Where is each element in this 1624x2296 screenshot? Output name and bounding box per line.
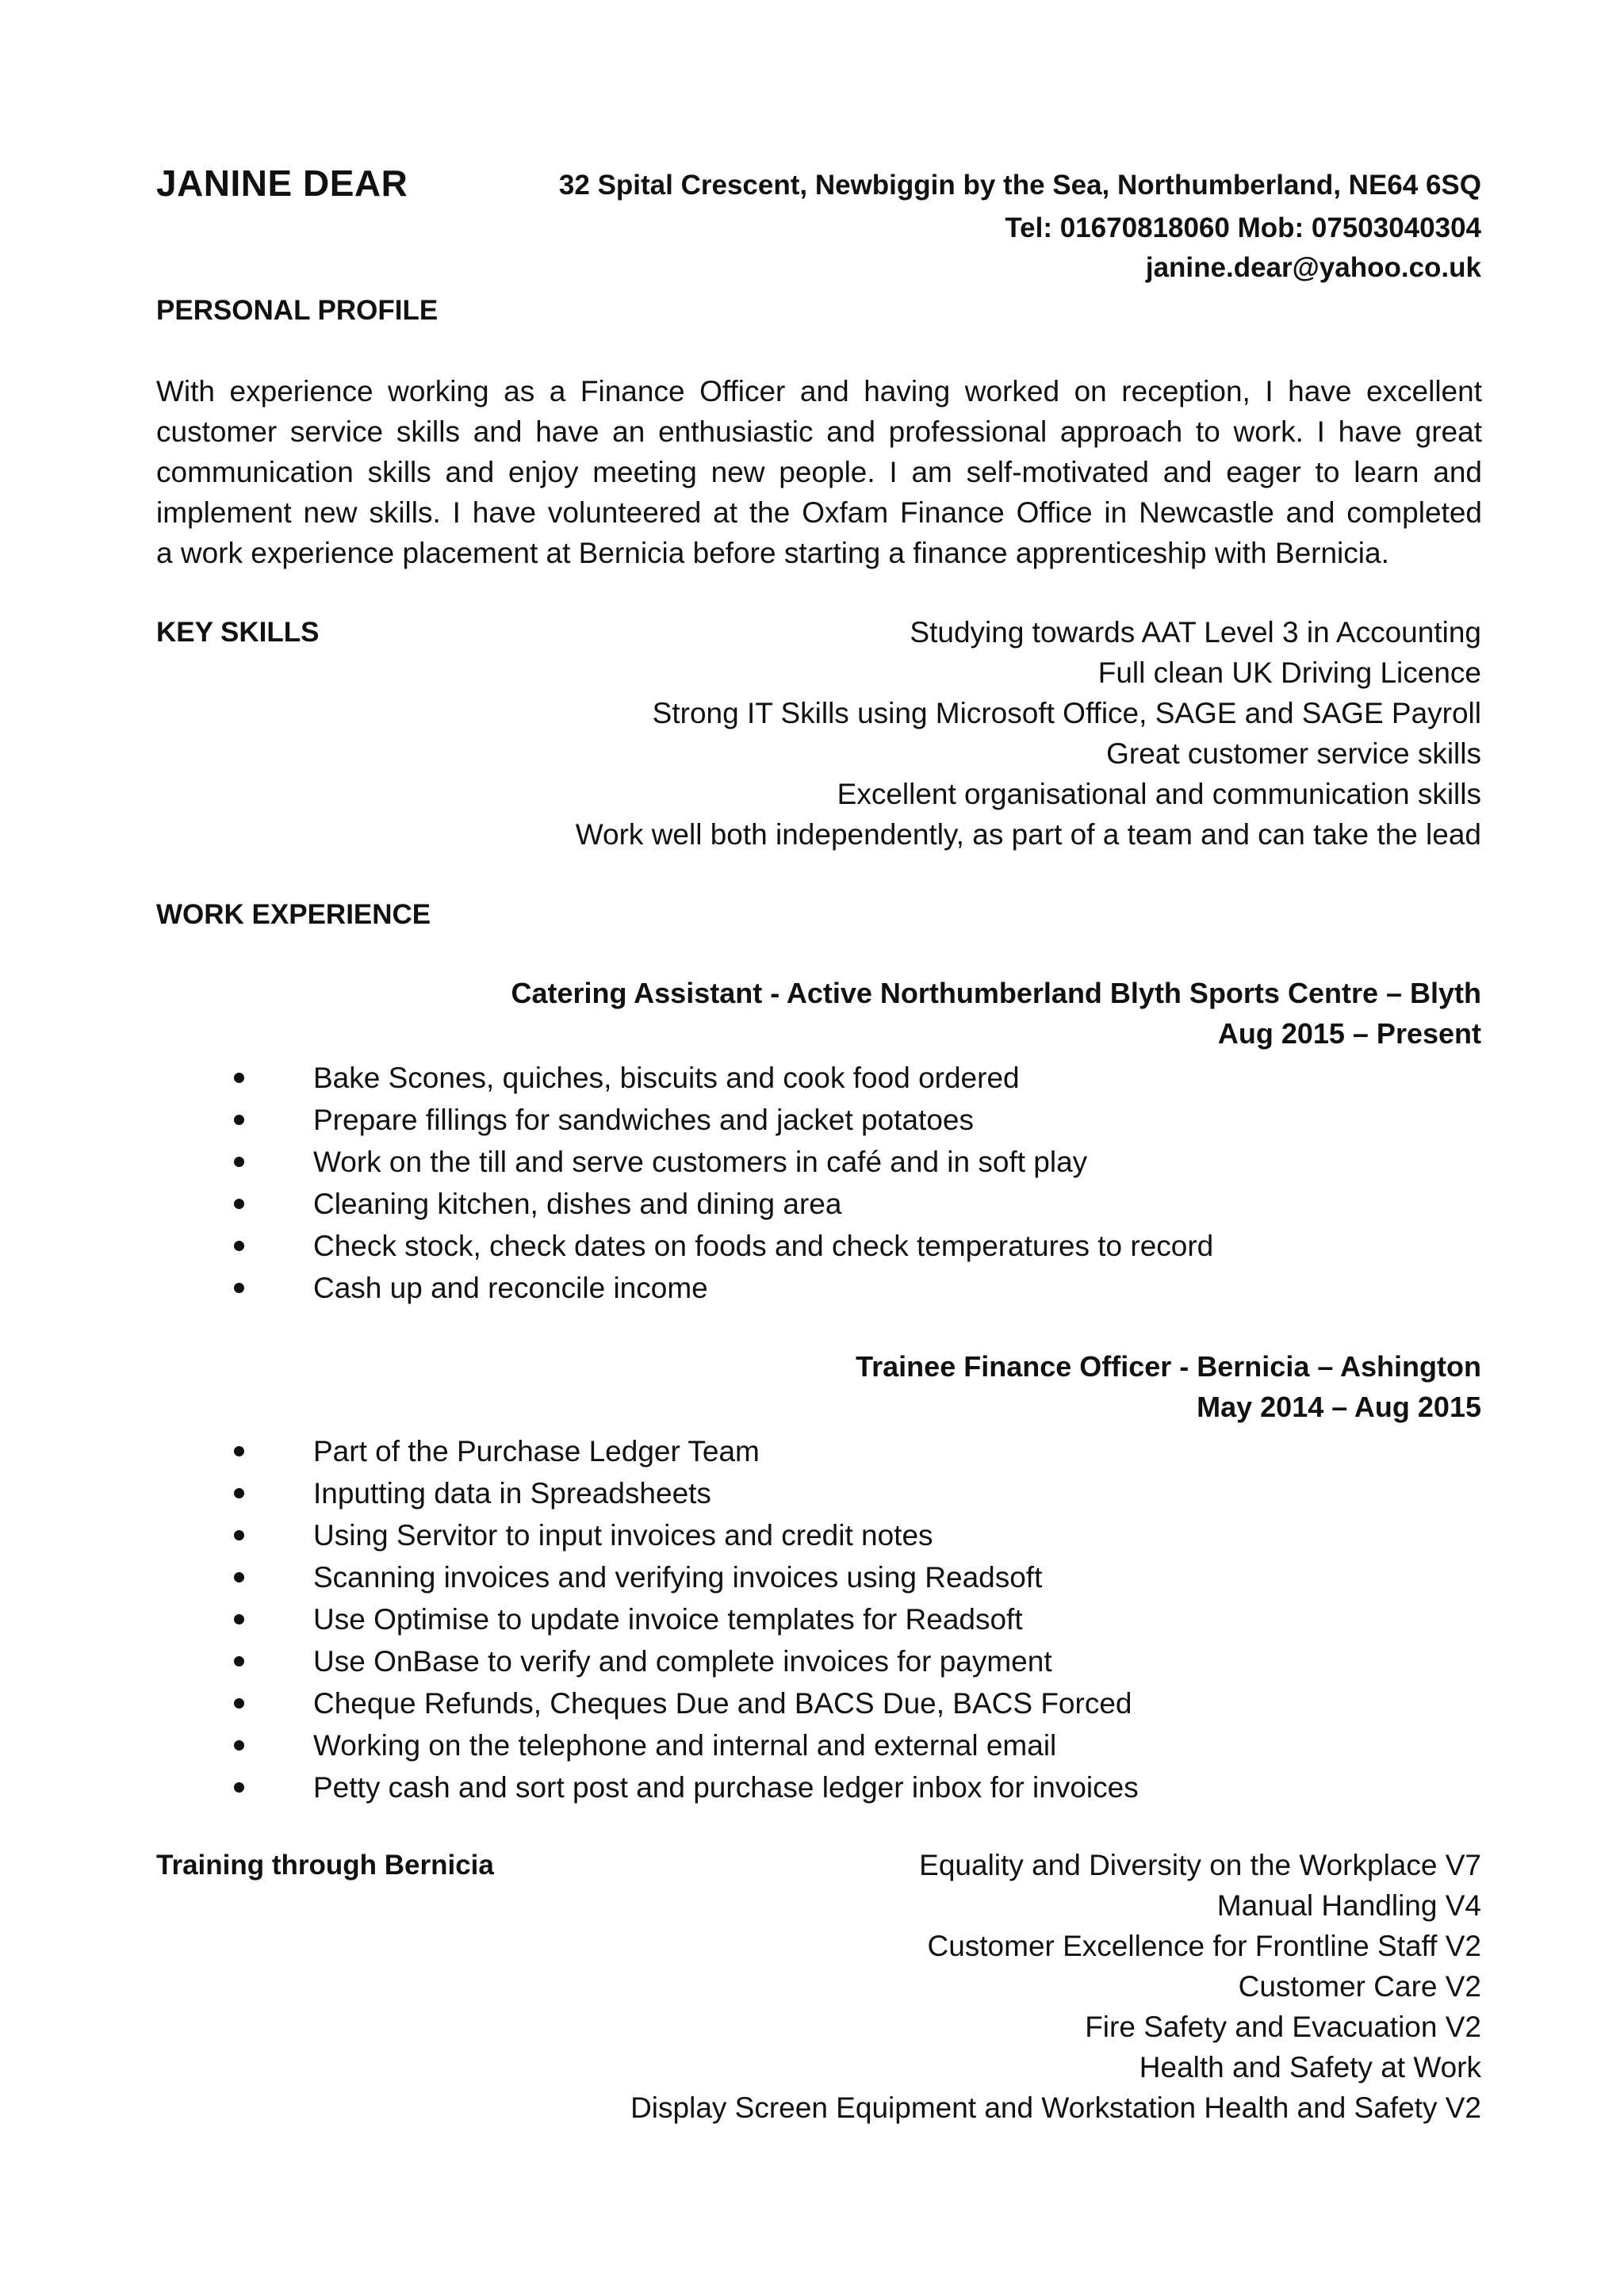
key-skills-heading: KEY SKILLS (156, 617, 320, 648)
profile-line: customer service skills and have an enthusiastic and professional approach to work. I have great (156, 415, 1482, 448)
duty-text: Bake Scones, quiches, biscuits and cook food ordered (313, 1062, 1020, 1094)
job-dates: May 2014 – Aug 2015 (1197, 1391, 1481, 1423)
profile-line: With experience working as a Finance Officer and having worked on reception, I have excellent (156, 375, 1482, 408)
duty-text: Scanning invoices and verifying invoices using Readsoft (313, 1561, 1043, 1594)
bullet-icon (234, 1115, 244, 1125)
duty-text: Use Optimise to update invoice templates for Readsoft (313, 1603, 1023, 1636)
training-item: Display Screen Equipment and Workstation Health and Safety V2 (630, 2091, 1481, 2124)
profile-line: a work experience placement at Bernicia before starting a finance apprenticeship with Bernicia. (156, 537, 1389, 569)
candidate-name: JANINE DEAR (156, 163, 408, 204)
bullet-icon (234, 1698, 244, 1709)
training-item: Health and Safety at Work (1139, 2051, 1481, 2084)
bullet-icon (234, 1530, 244, 1540)
job-title: Trainee Finance Officer - Bernicia – Ashington (856, 1350, 1481, 1383)
personal-profile-heading: PERSONAL PROFILE (156, 295, 439, 326)
address: 32 Spital Crescent, Newbiggin by the Sea, Northumberland, NE64 6SQ (558, 170, 1481, 201)
duty-text: Cash up and reconcile income (313, 1272, 708, 1304)
training-item: Equality and Diversity on the Workplace V7 (919, 1849, 1481, 1881)
duty-text: Cleaning kitchen, dishes and dining area (313, 1188, 842, 1220)
bullet-icon (234, 1782, 244, 1793)
skill-item: Studying towards AAT Level 3 in Accounting (910, 616, 1481, 649)
duty-text: Prepare fillings for sandwiches and jacket potatoes (313, 1104, 974, 1136)
phone-numbers: Tel: 01670818060 Mob: 07503040304 (1005, 212, 1481, 243)
duty-text: Use OnBase to verify and complete invoices for payment (313, 1645, 1052, 1678)
bullet-icon (234, 1199, 244, 1209)
training-item: Customer Excellence for Frontline Staff V2 (927, 1930, 1481, 1962)
bullet-icon (234, 1740, 244, 1751)
duty-text: Inputting data in Spreadsheets (313, 1477, 711, 1510)
training-item: Customer Care V2 (1238, 1970, 1481, 2003)
duty-text: Part of the Purchase Ledger Team (313, 1435, 760, 1468)
skill-item: Strong IT Skills using Microsoft Office, SAGE and SAGE Payroll (652, 697, 1481, 729)
skill-item: Full clean UK Driving Licence (1097, 656, 1481, 689)
bullet-icon (234, 1446, 244, 1456)
skill-item: Excellent organisational and communication skills (837, 778, 1481, 810)
duty-text: Working on the telephone and internal and external email (313, 1729, 1057, 1762)
duty-text: Cheque Refunds, Cheques Due and BACS Due, BACS Forced (313, 1687, 1132, 1720)
duty-text: Petty cash and sort post and purchase ledger inbox for invoices (313, 1771, 1139, 1804)
work-experience-heading: WORK EXPERIENCE (156, 899, 431, 930)
training-item: Fire Safety and Evacuation V2 (1085, 2011, 1481, 2043)
training-heading: Training through Bernicia (156, 1850, 494, 1881)
bullet-icon (234, 1656, 244, 1667)
bullet-icon (234, 1241, 244, 1251)
duty-text: Check stock, check dates on foods and check temperatures to record (313, 1230, 1214, 1262)
profile-line: communication skills and enjoy meeting new people. I am self-motivated and eager to learn and (156, 456, 1482, 488)
bullet-icon (234, 1157, 244, 1167)
skill-item: Work well both independently, as part of a team and can take the lead (575, 818, 1481, 851)
personal-profile-text (156, 371, 1482, 573)
email-address: janine.dear@yahoo.co.uk (1145, 252, 1481, 283)
job-title: Catering Assistant - Active Northumberland Blyth Sports Centre – Blyth (511, 977, 1481, 1009)
duty-text: Using Servitor to input invoices and credit notes (313, 1519, 933, 1552)
bullet-icon (234, 1283, 244, 1293)
training-item: Manual Handling V4 (1216, 1889, 1481, 1922)
job-dates: Aug 2015 – Present (1217, 1017, 1481, 1050)
bullet-icon (234, 1488, 244, 1498)
profile-line: implement new skills. I have volunteered at the Oxfam Finance Office in Newcastle and completed (156, 496, 1482, 529)
duty-text: Work on the till and serve customers in café and in soft play (313, 1146, 1088, 1178)
bullet-icon (234, 1073, 244, 1083)
bullet-icon (234, 1572, 244, 1582)
skill-item: Great customer service skills (1106, 737, 1481, 770)
bullet-icon (234, 1614, 244, 1624)
